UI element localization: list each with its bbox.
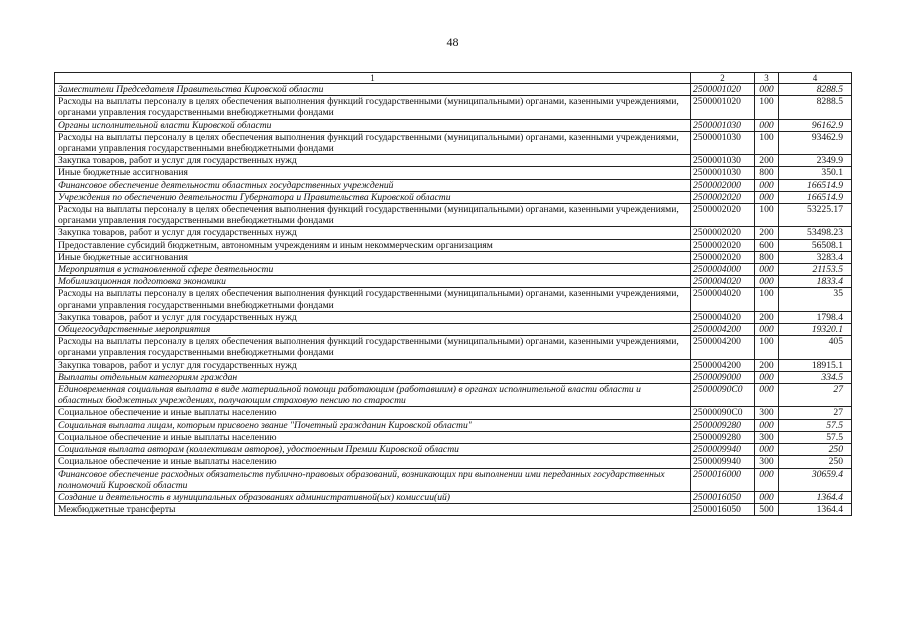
- row-code-cell: 2500002020: [691, 227, 755, 239]
- row-name-cell: Социальное обеспечение и иные выплаты населению: [55, 407, 691, 419]
- row-type-cell: 000: [755, 384, 779, 407]
- row-amount-cell: 8288.5: [779, 96, 852, 119]
- table-row: [55, 84, 852, 96]
- row-code-cell: 2500001030: [691, 119, 755, 131]
- budget-table: [54, 72, 852, 516]
- row-name-cell: Расходы на выплаты персоналу в целях обеспечения выполнения функций государственными (муниципальными) органами, казенными учреждениями, органами управления государственными внебюджетными фондами: [55, 204, 691, 227]
- row-name-cell: Социальная выплата авторам (коллективам авторов), удостоенным Премии Кировской области: [55, 444, 691, 456]
- row-name-cell: Социальное обеспечение и иные выплаты населению: [55, 431, 691, 443]
- row-amount-cell: 35: [779, 288, 852, 311]
- row-name-cell: Мобилизационная подготовка экономики: [55, 276, 691, 288]
- row-code-cell: 2500002020: [691, 239, 755, 251]
- row-code-cell: 25000090С0: [691, 407, 755, 419]
- table-row: [55, 119, 852, 131]
- row-name-cell: Расходы на выплаты персоналу в целях обеспечения выполнения функций государственными (муниципальными) органами, казенными учреждениями, органами управления государственными внебюджетными фондами: [55, 131, 691, 154]
- table-row: [55, 251, 852, 263]
- budget-table-body: [55, 73, 852, 516]
- row-name-cell: Иные бюджетные ассигнования: [55, 251, 691, 263]
- row-type-cell: 000: [755, 84, 779, 96]
- row-type-cell: 000: [755, 419, 779, 431]
- row-amount-cell: 19320.1: [779, 324, 852, 336]
- row-amount-cell: 57.5: [779, 431, 852, 443]
- row-name-cell: Социальная выплата лицам, которым присвоено звание "Почетный гражданин Кировской области": [55, 419, 691, 431]
- row-code-cell: 2500004200: [691, 324, 755, 336]
- row-type-cell: 000: [755, 179, 779, 191]
- row-amount-cell: 21153.5: [779, 264, 852, 276]
- row-code-cell: 2500009000: [691, 371, 755, 383]
- row-amount-cell: 53498.23: [779, 227, 852, 239]
- row-code-cell: 2500009280: [691, 431, 755, 443]
- table-row: [55, 491, 852, 503]
- row-type-cell: 000: [755, 468, 779, 491]
- row-amount-cell: 1833.4: [779, 276, 852, 288]
- row-name-cell: Создание и деятельность в муниципальных образованиях административной(ых) комиссии(ий): [55, 491, 691, 503]
- table-row: [55, 444, 852, 456]
- row-name-cell: Закупка товаров, работ и услуг для государственных нужд: [55, 311, 691, 323]
- row-code-cell: 2500001020: [691, 84, 755, 96]
- row-name-cell: Закупка товаров, работ и услуг для государственных нужд: [55, 155, 691, 167]
- row-name-cell: Единовременная социальная выплата в виде материальной помощи работающим (работавшим) в органах исполнительной власти области и областных бюджетных учреждениях, получающим страховую пенсию по старости: [55, 384, 691, 407]
- row-amount-cell: 56508.1: [779, 239, 852, 251]
- row-type-cell: 000: [755, 491, 779, 503]
- row-amount-cell: 57.5: [779, 419, 852, 431]
- table-row: [55, 371, 852, 383]
- row-amount-cell: 30659.4: [779, 468, 852, 491]
- row-type-cell: 300: [755, 456, 779, 468]
- row-amount-cell: 166514.9: [779, 191, 852, 203]
- row-code-cell: 2500001030: [691, 131, 755, 154]
- table-row: [55, 336, 852, 359]
- row-type-cell: 600: [755, 239, 779, 251]
- row-type-cell: 000: [755, 264, 779, 276]
- table-row: [55, 227, 852, 239]
- table-row: [55, 407, 852, 419]
- row-amount-cell: 250: [779, 444, 852, 456]
- row-name-cell: Закупка товаров, работ и услуг для государственных нужд: [55, 359, 691, 371]
- row-name-cell: Общегосударственные мероприятия: [55, 324, 691, 336]
- table-row: [55, 311, 852, 323]
- row-amount-cell: 250: [779, 456, 852, 468]
- table-row: [55, 191, 852, 203]
- row-name-cell: Учреждения по обеспечению деятельности Губернатора и Правительства Кировской области: [55, 191, 691, 203]
- row-code-cell: 2500002020: [691, 204, 755, 227]
- row-type-cell: 100: [755, 96, 779, 119]
- row-type-cell: 100: [755, 336, 779, 359]
- table-row: [55, 419, 852, 431]
- row-name-cell: Предоставление субсидий бюджетным, автономным учреждениям и иным некоммерческим организациям: [55, 239, 691, 251]
- table-row: [55, 431, 852, 443]
- row-name-cell: Заместители Председателя Правительства Кировской области: [55, 84, 691, 96]
- row-code-cell: 2500004020: [691, 288, 755, 311]
- row-amount-cell: 1364.4: [779, 504, 852, 516]
- row-code-cell: 2500016050: [691, 504, 755, 516]
- row-code-cell: 2500016050: [691, 491, 755, 503]
- row-type-cell: 800: [755, 251, 779, 263]
- row-type-cell: 300: [755, 431, 779, 443]
- row-code-cell: 2500009940: [691, 444, 755, 456]
- row-code-cell: 2500004020: [691, 311, 755, 323]
- row-name-cell: Закупка товаров, работ и услуг для государственных нужд: [55, 227, 691, 239]
- table-row: [55, 276, 852, 288]
- row-amount-cell: 350.1: [779, 167, 852, 179]
- row-code-cell: 2500004000: [691, 264, 755, 276]
- row-amount-cell: 1364.4: [779, 491, 852, 503]
- row-name-cell: Органы исполнительной власти Кировской области: [55, 119, 691, 131]
- row-code-cell: 2500002020: [691, 191, 755, 203]
- row-type-cell: 200: [755, 227, 779, 239]
- row-type-cell: 200: [755, 155, 779, 167]
- table-row: [55, 456, 852, 468]
- table-row: [55, 131, 852, 154]
- row-amount-cell: 27: [779, 407, 852, 419]
- table-row: [55, 204, 852, 227]
- row-code-cell: 2500016000: [691, 468, 755, 491]
- row-amount-cell: 2349.9: [779, 155, 852, 167]
- row-type-cell: 100: [755, 288, 779, 311]
- row-amount-cell: 27: [779, 384, 852, 407]
- page-number: 48: [446, 35, 459, 49]
- header-col-2: 2: [691, 73, 755, 84]
- row-type-cell: 300: [755, 407, 779, 419]
- row-name-cell: Межбюджетные трансферты: [55, 504, 691, 516]
- row-amount-cell: 166514.9: [779, 179, 852, 191]
- row-amount-cell: 96162.9: [779, 119, 852, 131]
- row-code-cell: 2500004020: [691, 276, 755, 288]
- row-amount-cell: 3283.4: [779, 251, 852, 263]
- row-name-cell: Иные бюджетные ассигнования: [55, 167, 691, 179]
- row-name-cell: Социальное обеспечение и иные выплаты населению: [55, 456, 691, 468]
- row-type-cell: 200: [755, 359, 779, 371]
- header-col-4: 4: [779, 73, 852, 84]
- header-col-1: 1: [55, 73, 691, 84]
- row-type-cell: 500: [755, 504, 779, 516]
- table-row: [55, 359, 852, 371]
- row-code-cell: 25000090С0: [691, 384, 755, 407]
- row-amount-cell: 1798.4: [779, 311, 852, 323]
- row-type-cell: 000: [755, 191, 779, 203]
- header-col-3: 3: [755, 73, 779, 84]
- row-type-cell: 100: [755, 131, 779, 154]
- row-type-cell: 200: [755, 311, 779, 323]
- table-row: [55, 239, 852, 251]
- row-amount-cell: 334.5: [779, 371, 852, 383]
- row-code-cell: 2500009940: [691, 456, 755, 468]
- row-type-cell: 100: [755, 204, 779, 227]
- row-code-cell: 2500004200: [691, 359, 755, 371]
- row-type-cell: 000: [755, 324, 779, 336]
- row-name-cell: Финансовое обеспечение деятельности областных государственных учреждений: [55, 179, 691, 191]
- table-row: [55, 504, 852, 516]
- row-type-cell: 000: [755, 444, 779, 456]
- row-amount-cell: 405: [779, 336, 852, 359]
- row-name-cell: Финансовое обеспечение расходных обязательств публично-правовых образований, возникающих при выполнении ими переданных государственных полномочий Кировской области: [55, 468, 691, 491]
- row-type-cell: 000: [755, 119, 779, 131]
- row-code-cell: 2500004200: [691, 336, 755, 359]
- table-row: [55, 96, 852, 119]
- table-row: [55, 288, 852, 311]
- row-name-cell: Расходы на выплаты персоналу в целях обеспечения выполнения функций государственными (муниципальными) органами, казенными учреждениями, органами управления государственными внебюджетными фондами: [55, 288, 691, 311]
- row-amount-cell: 93462.9: [779, 131, 852, 154]
- row-code-cell: 2500001030: [691, 167, 755, 179]
- row-name-cell: Расходы на выплаты персоналу в целях обеспечения выполнения функций государственными (муниципальными) органами, казенными учреждениями, органами управления государственными внебюджетными фондами: [55, 336, 691, 359]
- row-type-cell: 000: [755, 276, 779, 288]
- row-type-cell: 800: [755, 167, 779, 179]
- row-amount-cell: 53225.17: [779, 204, 852, 227]
- header-row: [55, 73, 852, 84]
- row-code-cell: 2500009280: [691, 419, 755, 431]
- row-name-cell: Расходы на выплаты персоналу в целях обеспечения выполнения функций государственными (муниципальными) органами, казенными учреждениями, органами управления государственными внебюджетными фондами: [55, 96, 691, 119]
- table-row: [55, 384, 852, 407]
- row-code-cell: 2500001030: [691, 155, 755, 167]
- row-type-cell: 000: [755, 371, 779, 383]
- row-amount-cell: 8288.5: [779, 84, 852, 96]
- row-code-cell: 2500001020: [691, 96, 755, 119]
- table-row: [55, 179, 852, 191]
- table-row: [55, 324, 852, 336]
- table-row: [55, 264, 852, 276]
- table-row: [55, 155, 852, 167]
- row-code-cell: 2500002020: [691, 251, 755, 263]
- row-name-cell: Мероприятия в установленной сфере деятельности: [55, 264, 691, 276]
- row-name-cell: Выплаты отдельным категориям граждан: [55, 371, 691, 383]
- row-code-cell: 2500002000: [691, 179, 755, 191]
- row-amount-cell: 18915.1: [779, 359, 852, 371]
- table-row: [55, 468, 852, 491]
- table-row: [55, 167, 852, 179]
